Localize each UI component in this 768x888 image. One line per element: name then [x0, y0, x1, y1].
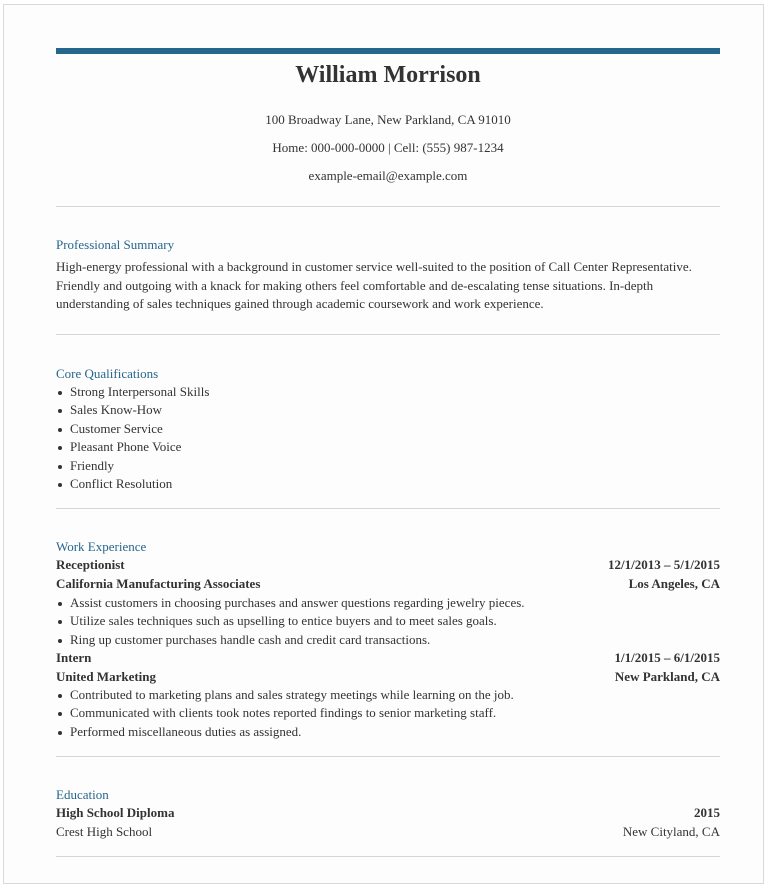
contact-email: example-email@example.com	[308, 168, 468, 183]
job-dates: 12/1/2013 – 5/1/2015	[608, 557, 720, 572]
education-year: 2015	[694, 805, 720, 820]
job-duty: Ring up customer purchases handle cash and credit card transactions.	[56, 631, 525, 649]
job-duty: Performed miscellaneous duties as assigned.	[56, 723, 514, 741]
job-duty: Contributed to marketing plans and sales strategy meetings while learning on the job.	[56, 686, 514, 704]
summary-text: High-energy professional with a background in customer service well-suited to the position of Call Center Representative. Friendly and outgoing with a knack for making others feel comfortable and de-escalating tense situations. In-depth understanding of sales techniques gained through academic coursework and work experience.	[56, 259, 692, 311]
job-location: Los Angeles, CA	[628, 576, 720, 591]
job-title-row	[56, 649, 720, 667]
section-divider	[56, 334, 720, 335]
resume-page	[3, 4, 764, 884]
job-title: Receptionist	[56, 557, 125, 572]
section-divider	[56, 756, 720, 757]
job-title: Intern	[56, 650, 92, 665]
education-heading: Education	[56, 787, 109, 802]
job-dates: 1/1/2015 – 6/1/2015	[614, 650, 720, 665]
contact-phones: Home: 000-000-0000 | Cell: (555) 987-1234	[272, 140, 504, 155]
summary-heading: Professional Summary	[56, 237, 175, 252]
job-duties-list	[56, 594, 525, 649]
section-divider	[56, 206, 720, 207]
qualification-item: Customer Service	[56, 420, 209, 438]
job-duty: Utilize sales techniques such as upselling to entice buyers and to meet sales goals.	[56, 612, 525, 630]
job-company: United Marketing	[56, 669, 157, 684]
job-duty: Assist customers in choosing purchases and answer questions regarding jewelry pieces.	[56, 594, 525, 612]
job-company-row	[56, 575, 720, 593]
education-school: Crest High School	[56, 824, 153, 839]
qualification-item: Friendly	[56, 457, 209, 475]
contact-address: 100 Broadway Lane, New Parkland, CA 91010	[265, 112, 511, 127]
job-title-row	[56, 556, 720, 574]
qualification-item: Pleasant Phone Voice	[56, 438, 209, 456]
qualifications-list	[56, 383, 209, 493]
education-school-row	[56, 823, 720, 841]
qualifications-heading: Core Qualifications	[56, 366, 159, 381]
job-company-row	[56, 668, 720, 686]
qualification-item: Strong Interpersonal Skills	[56, 383, 209, 401]
job-company: California Manufacturing Associates	[56, 576, 261, 591]
candidate-name: William Morrison	[295, 62, 481, 88]
education-location: New Cityland, CA	[622, 824, 720, 839]
qualification-item: Conflict Resolution	[56, 475, 209, 493]
education-degree-row	[56, 804, 720, 822]
qualification-item: Sales Know-How	[56, 401, 209, 419]
header-accent-bar	[56, 48, 720, 54]
section-divider	[56, 856, 720, 857]
section-divider	[56, 508, 720, 509]
job-duty: Communicated with clients took notes reported findings to senior marketing staff.	[56, 704, 514, 722]
experience-heading: Work Experience	[56, 539, 147, 554]
job-location: New Parkland, CA	[614, 669, 720, 684]
education-degree: High School Diploma	[56, 805, 175, 820]
job-duties-list	[56, 686, 514, 741]
